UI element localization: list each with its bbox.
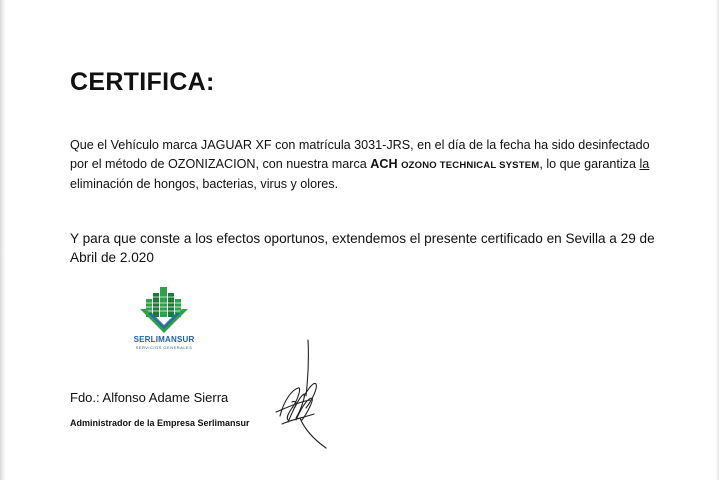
body-text-part-b: , lo que garantiza	[539, 156, 640, 171]
certificate-heading: CERTIFICA:	[70, 68, 215, 96]
body-text-part-a: Que el Vehículo marca JAGUAR XF con matrícula 3031-JRS, en el día de la fecha ha sido desinfectado por el método de OZONIZACION, con nuestra marca	[70, 138, 650, 171]
brand-subtitle: OZONO TECHNICAL SYSTEM	[401, 159, 540, 171]
certificate-body-paragraph	[70, 136, 670, 194]
brand-name: ACH	[370, 156, 398, 171]
logo-company-name: SERLIMANSUR	[133, 335, 195, 344]
logo-tagline: SERVICIOS GENERALES	[135, 345, 193, 350]
serlimansur-logo	[128, 285, 208, 353]
underlined-word: la	[639, 156, 650, 171]
page-edge-left	[0, 0, 6, 480]
signer-role: Administrador de la Empresa Serlimansur	[70, 418, 250, 428]
certificate-closing-paragraph: Y para que conste a los efectos oportunos, extendemos el presente certificado en Sevilla a 29 de Abril de 2.020	[70, 231, 655, 265]
serlimansur-logo-icon	[128, 285, 200, 337]
signer-name: Fdo.: Alfonso Adame Sierra	[70, 390, 229, 405]
handwritten-signature-icon	[268, 338, 338, 453]
body-text-part-c: eliminación de hongos, bacterias, virus y olores.	[70, 177, 339, 191]
